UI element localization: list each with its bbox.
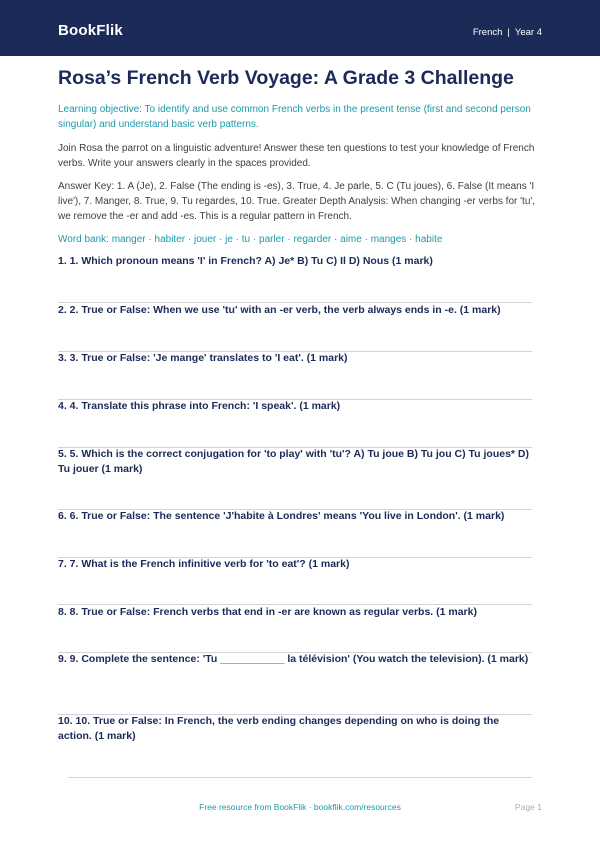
question-8	[58, 605, 532, 620]
brand-logo[interactable]: BookFlik	[58, 22, 123, 39]
question-1	[58, 254, 532, 269]
word-bank: Word bank: manger · habiter · jouer · je · tu · parler · regarder · aime · manges · habite	[58, 234, 443, 245]
page-number: Page 1	[515, 802, 542, 812]
intro-text: Join Rosa the parrot on a linguistic adventure! Answer these ten questions to test your knowledge of French verbs. Write your answers clearly in the spaces provided.	[58, 143, 535, 169]
question-text: 3. 3. True or False: 'Je mange' translates to 'I eat'. (1 mark)	[58, 352, 348, 364]
subject-label	[473, 27, 542, 38]
question-10	[58, 714, 532, 744]
answer-key: Answer Key: 1. A (Je), 2. False (The ending is -es), 3. True, 4. Je parle, 5. C (Tu joues), 6. False (It means 'I live'), 7. Manger, 8. True, 9. Tu regardes, 10. True. Greater Depth Analysis: When changing -er verbs for 'tu', we remove the -er and add -es. This is a regular pattern in French.	[58, 181, 536, 222]
question-text: 4. 4. Translate this phrase into French: 'I speak'. (1 mark)	[58, 400, 341, 412]
year-label: Year 4	[514, 27, 542, 38]
question-text: 1. 1. Which pronoun means 'I' in French? A) Je* B) Tu C) Il D) Nous (1 mark)	[58, 255, 433, 267]
subject-separator: |	[507, 27, 510, 38]
question-text: 5. 5. Which is the correct conjugation for 'to play' with 'tu'? A) Tu joue B) Tu jou C) Tu joues* D) Tu jouer (1 mark)	[58, 448, 530, 475]
question-6	[58, 509, 532, 524]
question-text: 2. 2. True or False: When we use 'tu' with an -er verb, the verb always ends in -e. (1 mark)	[58, 304, 501, 316]
footer-link[interactable]: Free resource from BookFlik · bookflik.com/resources	[199, 802, 401, 812]
question-7	[58, 557, 532, 572]
question-text: 7. 7. What is the French infinitive verb for 'to eat'? (1 mark)	[58, 558, 350, 570]
learning-objective: Learning objective: To identify and use common French verbs in the present tense (first and second person singular) and understand basic verb patterns.	[58, 104, 531, 130]
question-text: 8. 8. True or False: French verbs that end in -er are known as regular verbs. (1 mark)	[58, 606, 477, 618]
question-9	[58, 652, 532, 667]
question-text: 9. 9. Complete the sentence: 'Tu ___________ la télévision' (You watch the television). (1 mark)	[58, 653, 529, 665]
footer-divider	[68, 777, 532, 778]
header-bar	[0, 0, 600, 56]
question-5	[58, 447, 532, 477]
question-text: 6. 6. True or False: The sentence 'J'habite à Londres' means 'You live in London'. (1 mark)	[58, 510, 505, 522]
question-4	[58, 399, 532, 414]
question-text: 10. 10. True or False: In French, the verb ending changes depending on who is doing the action. (1 mark)	[58, 715, 500, 742]
question-3	[58, 351, 532, 366]
subject-name: French	[472, 27, 503, 38]
question-2	[58, 303, 532, 318]
worksheet-intro	[58, 64, 542, 247]
page-title: Rosa’s French Verb Voyage: A Grade 3 Challenge	[58, 67, 514, 89]
